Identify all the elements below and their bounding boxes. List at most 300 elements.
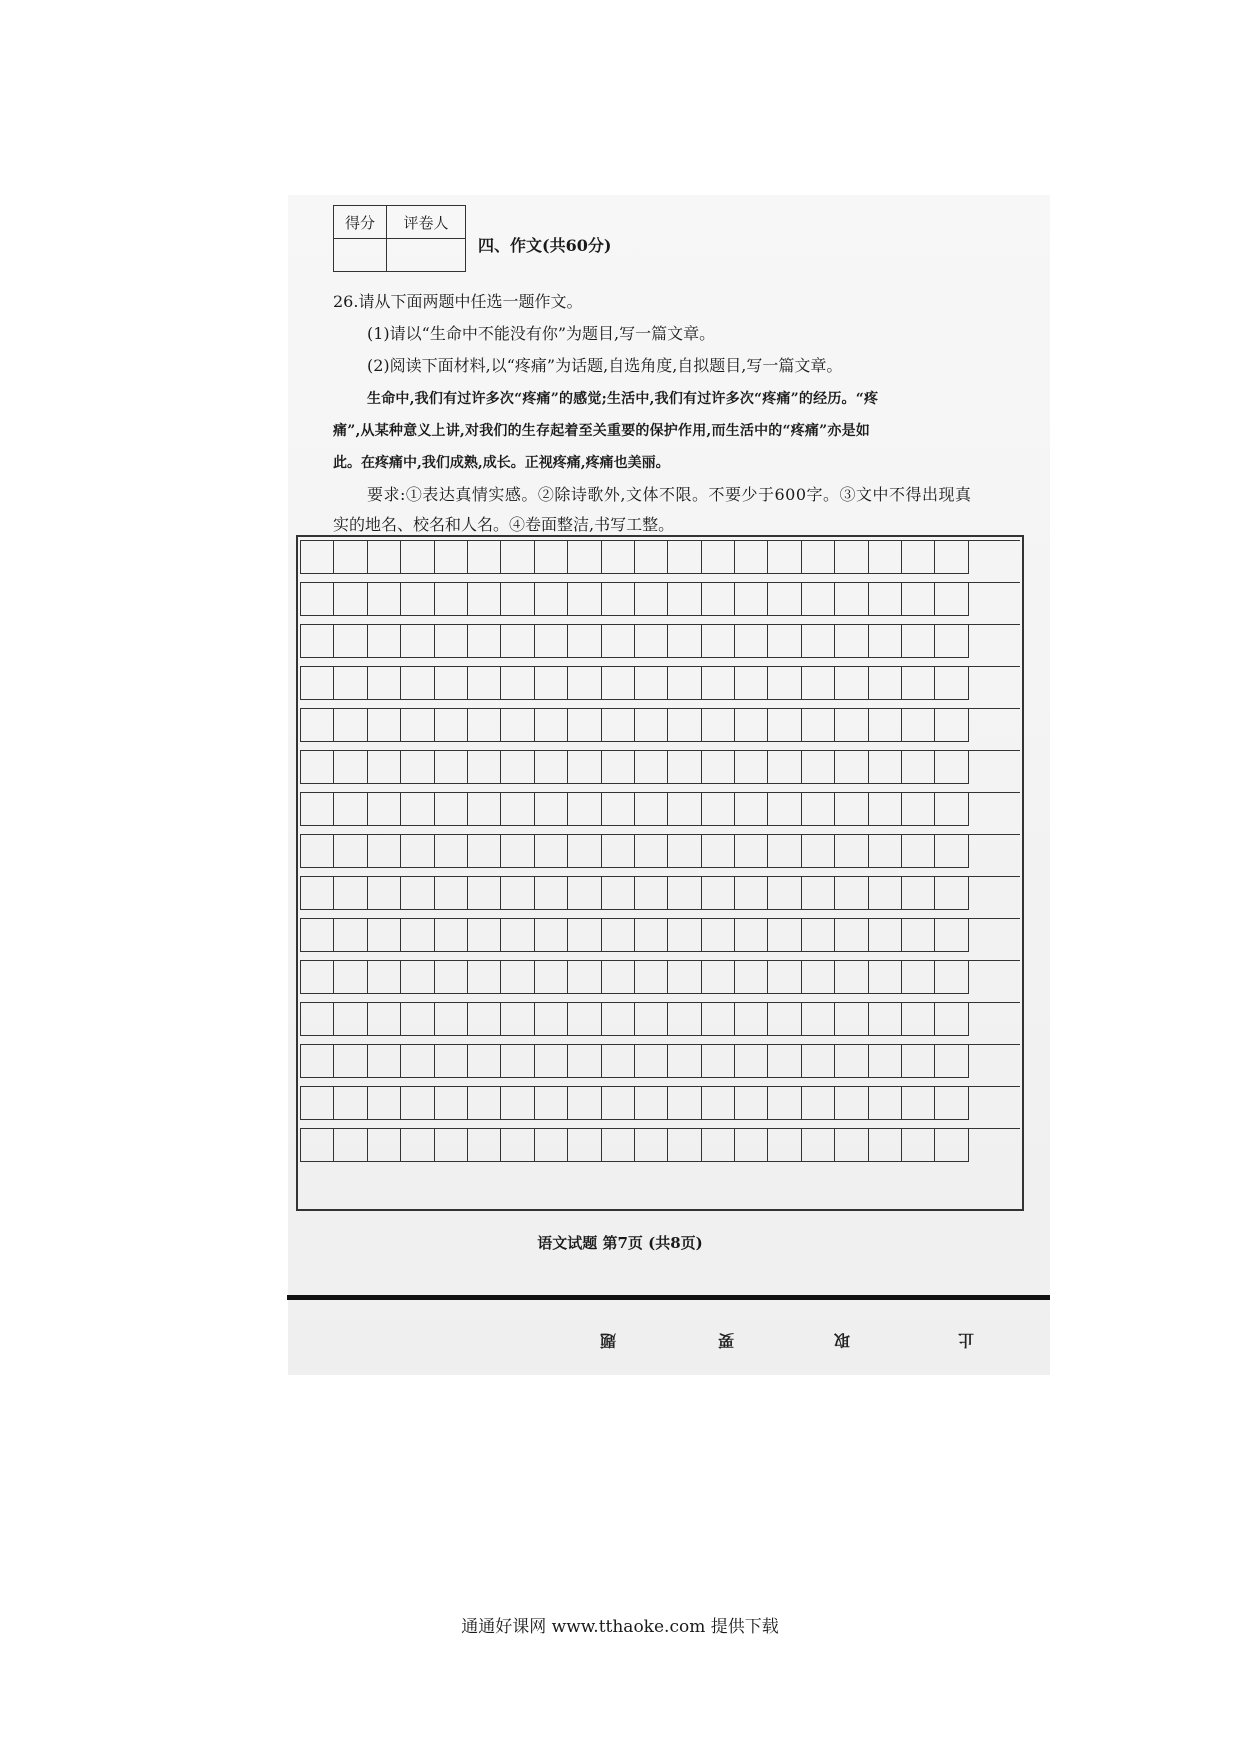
- grid-cell[interactable]: [869, 541, 902, 574]
- grid-cell[interactable]: [835, 751, 868, 784]
- grid-cell[interactable]: [568, 1087, 601, 1120]
- grid-cell[interactable]: [368, 961, 401, 994]
- grid-cell[interactable]: [301, 877, 334, 910]
- grid-cell[interactable]: [602, 793, 635, 826]
- grid-cell[interactable]: [835, 835, 868, 868]
- grid-cell[interactable]: [602, 709, 635, 742]
- grid-cell[interactable]: [501, 541, 534, 574]
- grid-cell[interactable]: [568, 835, 601, 868]
- grid-cell[interactable]: [602, 667, 635, 700]
- grid-cell[interactable]: [435, 919, 468, 952]
- grid-cell[interactable]: [869, 1003, 902, 1036]
- grid-cell[interactable]: [902, 709, 935, 742]
- grid-cell[interactable]: [835, 919, 868, 952]
- grid-cell[interactable]: [401, 1045, 434, 1078]
- grid-cell[interactable]: [735, 1129, 768, 1162]
- grid-cell[interactable]: [802, 1045, 835, 1078]
- grid-cell[interactable]: [935, 961, 968, 994]
- grid-cell[interactable]: [768, 1129, 801, 1162]
- grid-cell[interactable]: [902, 1129, 935, 1162]
- grid-cell[interactable]: [501, 583, 534, 616]
- grid-cell[interactable]: [334, 583, 367, 616]
- grid-cell[interactable]: [768, 583, 801, 616]
- grid-cell[interactable]: [735, 667, 768, 700]
- grid-cell[interactable]: [802, 919, 835, 952]
- grid-cell[interactable]: [768, 793, 801, 826]
- grid-cell[interactable]: [802, 667, 835, 700]
- grid-cell[interactable]: [334, 1003, 367, 1036]
- grid-cell[interactable]: [535, 1045, 568, 1078]
- grid-cell[interactable]: [702, 919, 735, 952]
- grid-cell[interactable]: [902, 583, 935, 616]
- grid-cell[interactable]: [301, 709, 334, 742]
- grid-cell[interactable]: [702, 541, 735, 574]
- grid-cell[interactable]: [835, 541, 868, 574]
- grid-cell[interactable]: [334, 877, 367, 910]
- grid-cell[interactable]: [401, 1129, 434, 1162]
- grid-cell[interactable]: [902, 961, 935, 994]
- grid-cell[interactable]: [668, 541, 701, 574]
- grid-cell[interactable]: [635, 625, 668, 658]
- grid-cell[interactable]: [869, 919, 902, 952]
- grid-cell[interactable]: [869, 583, 902, 616]
- grid-cell[interactable]: [902, 541, 935, 574]
- grid-cell[interactable]: [768, 1045, 801, 1078]
- grid-cell[interactable]: [334, 625, 367, 658]
- grid-cell[interactable]: [501, 751, 534, 784]
- grid-cell[interactable]: [401, 709, 434, 742]
- grid-cell[interactable]: [301, 541, 334, 574]
- grid-cell[interactable]: [668, 709, 701, 742]
- grid-cell[interactable]: [501, 1003, 534, 1036]
- grid-cell[interactable]: [602, 1087, 635, 1120]
- grid-cell[interactable]: [835, 961, 868, 994]
- grid-cell[interactable]: [501, 1045, 534, 1078]
- grid-cell[interactable]: [802, 961, 835, 994]
- grid-cell[interactable]: [869, 751, 902, 784]
- grid-cell[interactable]: [602, 625, 635, 658]
- grid-cell[interactable]: [535, 919, 568, 952]
- grid-cell[interactable]: [468, 583, 501, 616]
- grid-cell[interactable]: [835, 667, 868, 700]
- grid-cell[interactable]: [401, 751, 434, 784]
- grid-cell[interactable]: [768, 1003, 801, 1036]
- grid-cell[interactable]: [802, 1003, 835, 1036]
- grid-cell[interactable]: [334, 793, 367, 826]
- grid-cell[interactable]: [334, 961, 367, 994]
- grid-cell[interactable]: [535, 583, 568, 616]
- grid-cell[interactable]: [902, 835, 935, 868]
- grid-cell[interactable]: [334, 1087, 367, 1120]
- grid-cell[interactable]: [935, 835, 968, 868]
- grid-cell[interactable]: [334, 541, 367, 574]
- grid-cell[interactable]: [568, 877, 601, 910]
- grid-cell[interactable]: [835, 1087, 868, 1120]
- grid-cell[interactable]: [535, 961, 568, 994]
- writing-grid[interactable]: [300, 540, 1020, 1170]
- grid-cell[interactable]: [368, 1045, 401, 1078]
- grid-cell[interactable]: [602, 835, 635, 868]
- grid-cell[interactable]: [802, 1129, 835, 1162]
- grid-cell[interactable]: [435, 625, 468, 658]
- grid-cell[interactable]: [668, 751, 701, 784]
- grid-cell[interactable]: [935, 877, 968, 910]
- grid-cell[interactable]: [301, 1045, 334, 1078]
- grid-cell[interactable]: [635, 709, 668, 742]
- grid-cell[interactable]: [735, 919, 768, 952]
- grid-cell[interactable]: [602, 583, 635, 616]
- grid-cell[interactable]: [568, 1129, 601, 1162]
- grid-cell[interactable]: [602, 1003, 635, 1036]
- grid-cell[interactable]: [468, 961, 501, 994]
- grid-cell[interactable]: [602, 877, 635, 910]
- grid-cell[interactable]: [435, 1003, 468, 1036]
- grid-cell[interactable]: [535, 751, 568, 784]
- grid-cell[interactable]: [702, 667, 735, 700]
- grid-cell[interactable]: [869, 1129, 902, 1162]
- grid-cell[interactable]: [869, 961, 902, 994]
- grid-cell[interactable]: [668, 919, 701, 952]
- grid-cell[interactable]: [635, 877, 668, 910]
- grid-cell[interactable]: [535, 709, 568, 742]
- grid-cell[interactable]: [334, 751, 367, 784]
- grid-cell[interactable]: [535, 625, 568, 658]
- grid-cell[interactable]: [768, 667, 801, 700]
- grid-cell[interactable]: [501, 667, 534, 700]
- grid-cell[interactable]: [568, 625, 601, 658]
- grid-cell[interactable]: [368, 583, 401, 616]
- grid-cell[interactable]: [735, 1003, 768, 1036]
- grid-cell[interactable]: [401, 877, 434, 910]
- grid-cell[interactable]: [902, 793, 935, 826]
- grid-cell[interactable]: [501, 1129, 534, 1162]
- grid-cell[interactable]: [468, 1129, 501, 1162]
- grid-cell[interactable]: [568, 1003, 601, 1036]
- grid-cell[interactable]: [301, 961, 334, 994]
- grid-cell[interactable]: [368, 835, 401, 868]
- grid-cell[interactable]: [735, 583, 768, 616]
- grid-cell[interactable]: [735, 1045, 768, 1078]
- grid-cell[interactable]: [368, 1129, 401, 1162]
- grid-cell[interactable]: [935, 709, 968, 742]
- grid-cell[interactable]: [768, 751, 801, 784]
- grid-cell[interactable]: [835, 1003, 868, 1036]
- grid-cell[interactable]: [802, 793, 835, 826]
- grid-cell[interactable]: [902, 625, 935, 658]
- grid-cell[interactable]: [802, 1087, 835, 1120]
- grid-cell[interactable]: [668, 835, 701, 868]
- grid-cell[interactable]: [568, 541, 601, 574]
- grid-cell[interactable]: [602, 919, 635, 952]
- grid-cell[interactable]: [568, 751, 601, 784]
- grid-cell[interactable]: [869, 709, 902, 742]
- grid-cell[interactable]: [702, 625, 735, 658]
- grid-cell[interactable]: [435, 583, 468, 616]
- grid-cell[interactable]: [535, 541, 568, 574]
- grid-cell[interactable]: [835, 583, 868, 616]
- grid-cell[interactable]: [301, 751, 334, 784]
- grid-cell[interactable]: [635, 1045, 668, 1078]
- grid-cell[interactable]: [301, 625, 334, 658]
- grid-cell[interactable]: [435, 751, 468, 784]
- grid-cell[interactable]: [702, 961, 735, 994]
- grid-cell[interactable]: [802, 835, 835, 868]
- grid-cell[interactable]: [802, 583, 835, 616]
- grid-cell[interactable]: [668, 1003, 701, 1036]
- grid-cell[interactable]: [568, 793, 601, 826]
- grid-cell[interactable]: [935, 1003, 968, 1036]
- grid-cell[interactable]: [468, 877, 501, 910]
- grid-cell[interactable]: [635, 1129, 668, 1162]
- grid-cell[interactable]: [902, 1003, 935, 1036]
- grid-cell[interactable]: [401, 541, 434, 574]
- grid-cell[interactable]: [368, 793, 401, 826]
- grid-cell[interactable]: [935, 667, 968, 700]
- grid-cell[interactable]: [568, 961, 601, 994]
- grid-cell[interactable]: [869, 1045, 902, 1078]
- grid-cell[interactable]: [568, 583, 601, 616]
- grid-cell[interactable]: [435, 793, 468, 826]
- grid-cell[interactable]: [535, 1129, 568, 1162]
- grid-cell[interactable]: [735, 751, 768, 784]
- grid-cell[interactable]: [334, 709, 367, 742]
- grid-cell[interactable]: [602, 751, 635, 784]
- grid-cell[interactable]: [435, 1129, 468, 1162]
- grid-cell[interactable]: [635, 835, 668, 868]
- grid-cell[interactable]: [401, 1087, 434, 1120]
- grid-cell[interactable]: [869, 667, 902, 700]
- grid-cell[interactable]: [602, 1129, 635, 1162]
- grid-cell[interactable]: [768, 709, 801, 742]
- grid-cell[interactable]: [401, 667, 434, 700]
- grid-cell[interactable]: [334, 667, 367, 700]
- grid-cell[interactable]: [368, 1003, 401, 1036]
- grid-cell[interactable]: [702, 835, 735, 868]
- grid-cell[interactable]: [568, 919, 601, 952]
- grid-cell[interactable]: [802, 877, 835, 910]
- grid-cell[interactable]: [301, 919, 334, 952]
- grid-cell[interactable]: [535, 877, 568, 910]
- grid-cell[interactable]: [668, 1129, 701, 1162]
- grid-cell[interactable]: [435, 961, 468, 994]
- grid-cell[interactable]: [635, 751, 668, 784]
- grid-cell[interactable]: [435, 1087, 468, 1120]
- grid-cell[interactable]: [602, 961, 635, 994]
- grid-cell[interactable]: [401, 583, 434, 616]
- grid-cell[interactable]: [368, 1087, 401, 1120]
- grid-cell[interactable]: [935, 583, 968, 616]
- grid-cell[interactable]: [401, 919, 434, 952]
- grid-cell[interactable]: [735, 541, 768, 574]
- grid-cell[interactable]: [535, 1003, 568, 1036]
- grid-cell[interactable]: [602, 541, 635, 574]
- grid-cell[interactable]: [301, 1129, 334, 1162]
- grid-cell[interactable]: [768, 1087, 801, 1120]
- grid-cell[interactable]: [334, 1129, 367, 1162]
- grid-cell[interactable]: [668, 583, 701, 616]
- grid-cell[interactable]: [401, 961, 434, 994]
- grid-cell[interactable]: [635, 793, 668, 826]
- grid-cell[interactable]: [835, 625, 868, 658]
- grid-cell[interactable]: [602, 1045, 635, 1078]
- grid-cell[interactable]: [935, 919, 968, 952]
- grid-cell[interactable]: [735, 877, 768, 910]
- grid-cell[interactable]: [368, 919, 401, 952]
- grid-cell[interactable]: [802, 751, 835, 784]
- grid-cell[interactable]: [435, 709, 468, 742]
- grid-cell[interactable]: [468, 751, 501, 784]
- grid-cell[interactable]: [501, 1087, 534, 1120]
- grid-cell[interactable]: [301, 1003, 334, 1036]
- grid-cell[interactable]: [568, 1045, 601, 1078]
- grid-cell[interactable]: [735, 961, 768, 994]
- grid-cell[interactable]: [635, 1087, 668, 1120]
- grid-cell[interactable]: [735, 625, 768, 658]
- grid-cell[interactable]: [535, 835, 568, 868]
- grid-cell[interactable]: [468, 1003, 501, 1036]
- grid-cell[interactable]: [702, 1087, 735, 1120]
- grid-cell[interactable]: [368, 667, 401, 700]
- grid-cell[interactable]: [468, 1087, 501, 1120]
- grid-cell[interactable]: [702, 1003, 735, 1036]
- grid-cell[interactable]: [435, 835, 468, 868]
- grid-cell[interactable]: [668, 1045, 701, 1078]
- grid-cell[interactable]: [768, 919, 801, 952]
- grid-cell[interactable]: [635, 919, 668, 952]
- grid-cell[interactable]: [635, 541, 668, 574]
- grid-cell[interactable]: [735, 793, 768, 826]
- grid-cell[interactable]: [935, 541, 968, 574]
- grid-cell[interactable]: [468, 835, 501, 868]
- grid-cell[interactable]: [668, 793, 701, 826]
- grid-cell[interactable]: [368, 877, 401, 910]
- grid-cell[interactable]: [902, 1087, 935, 1120]
- grid-cell[interactable]: [401, 625, 434, 658]
- grid-cell[interactable]: [334, 1045, 367, 1078]
- grid-cell[interactable]: [802, 541, 835, 574]
- grid-cell[interactable]: [435, 667, 468, 700]
- grid-cell[interactable]: [535, 1087, 568, 1120]
- grid-cell[interactable]: [869, 877, 902, 910]
- grid-cell[interactable]: [501, 877, 534, 910]
- grid-cell[interactable]: [802, 625, 835, 658]
- grid-cell[interactable]: [468, 793, 501, 826]
- grid-cell[interactable]: [869, 835, 902, 868]
- grid-cell[interactable]: [702, 751, 735, 784]
- grid-cell[interactable]: [902, 1045, 935, 1078]
- grid-cell[interactable]: [902, 919, 935, 952]
- grid-cell[interactable]: [668, 667, 701, 700]
- grid-cell[interactable]: [835, 1045, 868, 1078]
- grid-cell[interactable]: [535, 793, 568, 826]
- grid-cell[interactable]: [768, 961, 801, 994]
- grid-cell[interactable]: [935, 793, 968, 826]
- grid-cell[interactable]: [702, 583, 735, 616]
- grid-cell[interactable]: [735, 709, 768, 742]
- grid-cell[interactable]: [435, 1045, 468, 1078]
- grid-cell[interactable]: [568, 709, 601, 742]
- grid-cell[interactable]: [468, 541, 501, 574]
- grid-cell[interactable]: [301, 793, 334, 826]
- grid-cell[interactable]: [401, 793, 434, 826]
- grid-cell[interactable]: [401, 835, 434, 868]
- grid-cell[interactable]: [501, 709, 534, 742]
- grid-cell[interactable]: [301, 1087, 334, 1120]
- grid-cell[interactable]: [768, 835, 801, 868]
- grid-cell[interactable]: [835, 1129, 868, 1162]
- grid-cell[interactable]: [735, 835, 768, 868]
- grid-cell[interactable]: [301, 667, 334, 700]
- grid-cell[interactable]: [468, 919, 501, 952]
- grid-cell[interactable]: [935, 1129, 968, 1162]
- grid-cell[interactable]: [668, 877, 701, 910]
- grid-cell[interactable]: [869, 625, 902, 658]
- grid-cell[interactable]: [368, 751, 401, 784]
- grid-cell[interactable]: [702, 709, 735, 742]
- grid-cell[interactable]: [635, 667, 668, 700]
- grid-cell[interactable]: [869, 1087, 902, 1120]
- grid-cell[interactable]: [401, 1003, 434, 1036]
- grid-cell[interactable]: [435, 877, 468, 910]
- grid-cell[interactable]: [869, 793, 902, 826]
- grid-cell[interactable]: [468, 1045, 501, 1078]
- grid-cell[interactable]: [368, 541, 401, 574]
- grid-cell[interactable]: [935, 1087, 968, 1120]
- grid-cell[interactable]: [668, 1087, 701, 1120]
- grid-cell[interactable]: [835, 793, 868, 826]
- grid-cell[interactable]: [835, 709, 868, 742]
- grid-cell[interactable]: [301, 583, 334, 616]
- grid-cell[interactable]: [902, 877, 935, 910]
- grid-cell[interactable]: [768, 877, 801, 910]
- grid-cell[interactable]: [635, 1003, 668, 1036]
- grid-cell[interactable]: [935, 1045, 968, 1078]
- grid-cell[interactable]: [301, 835, 334, 868]
- grid-cell[interactable]: [501, 919, 534, 952]
- grid-cell[interactable]: [501, 835, 534, 868]
- grid-cell[interactable]: [334, 835, 367, 868]
- grid-cell[interactable]: [501, 793, 534, 826]
- grid-cell[interactable]: [468, 625, 501, 658]
- grid-cell[interactable]: [768, 625, 801, 658]
- grid-cell[interactable]: [702, 1129, 735, 1162]
- grid-cell[interactable]: [334, 919, 367, 952]
- grid-cell[interactable]: [368, 625, 401, 658]
- grid-cell[interactable]: [468, 667, 501, 700]
- grid-cell[interactable]: [535, 667, 568, 700]
- grid-cell[interactable]: [902, 751, 935, 784]
- grid-cell[interactable]: [368, 709, 401, 742]
- grid-cell[interactable]: [735, 1087, 768, 1120]
- grid-cell[interactable]: [702, 1045, 735, 1078]
- grid-cell[interactable]: [935, 625, 968, 658]
- grid-cell[interactable]: [835, 877, 868, 910]
- grid-cell[interactable]: [501, 625, 534, 658]
- grid-cell[interactable]: [668, 961, 701, 994]
- grid-cell[interactable]: [635, 583, 668, 616]
- grid-cell[interactable]: [702, 877, 735, 910]
- grid-cell[interactable]: [902, 667, 935, 700]
- grid-cell[interactable]: [768, 541, 801, 574]
- grid-cell[interactable]: [668, 625, 701, 658]
- grid-cell[interactable]: [802, 709, 835, 742]
- grid-cell[interactable]: [435, 541, 468, 574]
- grid-cell[interactable]: [501, 961, 534, 994]
- grid-cell[interactable]: [635, 961, 668, 994]
- grid-cell[interactable]: [568, 667, 601, 700]
- grid-cell[interactable]: [935, 751, 968, 784]
- grid-cell[interactable]: [468, 709, 501, 742]
